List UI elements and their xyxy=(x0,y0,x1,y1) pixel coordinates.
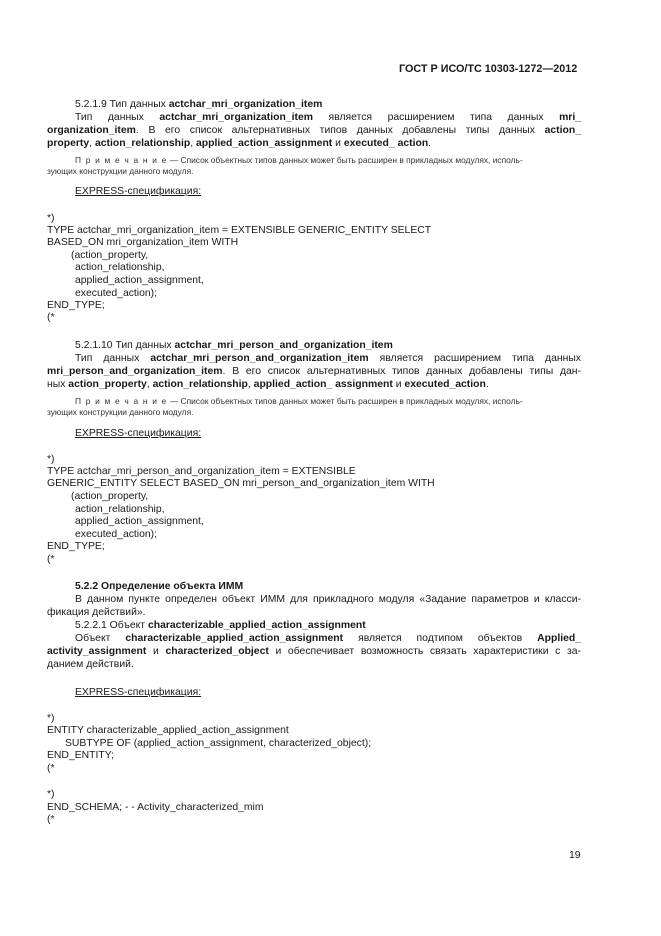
section-5-2-1-10-title xyxy=(75,339,393,352)
note-line xyxy=(47,407,193,418)
code-line: (action_property, xyxy=(71,250,149,261)
paragraph-line xyxy=(75,593,581,606)
section-number: 5.2.2.1 Объект xyxy=(75,620,148,631)
text-run: mri_person_and_organization_item xyxy=(47,366,223,377)
code-line: action_relationship, xyxy=(75,504,165,515)
text-run: characterized_object xyxy=(165,646,269,657)
text-run: и xyxy=(146,646,166,657)
paragraph-line xyxy=(47,645,581,658)
code-line: TYPE actchar_mri_person_and_organization_item = EXTENSIBLE xyxy=(47,466,356,477)
text-run: является расширением типа данных xyxy=(368,353,581,364)
code-line: executed_action); xyxy=(75,288,158,299)
text-run: В данном пункте определен объект ИММ для прикладного модуля «Задание параметров и класси- xyxy=(75,594,581,605)
note-label: П р и м е ч а н и е xyxy=(75,396,168,406)
code-line: applied_action_assignment, xyxy=(75,275,204,286)
paragraph-line xyxy=(75,111,581,124)
section-number: 5.2.1.10 Тип данных xyxy=(75,340,175,351)
text-run: mri_ xyxy=(559,112,582,123)
section-5-2-2-1-title xyxy=(75,619,366,632)
code-line: ENTITY characterizable_applied_action_assignment xyxy=(47,725,289,736)
text-run: . xyxy=(485,379,489,390)
text-run: actchar_mri_person_and_organization_item xyxy=(150,353,369,364)
note-line xyxy=(47,166,193,177)
paragraph-line xyxy=(75,632,581,645)
text-run: фикация действий». xyxy=(47,607,146,618)
paragraph-line xyxy=(47,606,146,619)
code-line: SUBTYPE OF (applied_action_assignment, characterized_object); xyxy=(65,738,372,749)
text-run: , xyxy=(247,379,254,390)
heading-text: 5.2.2 Определение объекта ИММ xyxy=(75,581,244,592)
paragraph-line xyxy=(47,365,581,378)
note-line xyxy=(75,396,523,407)
note-text: — Список объектных типов данных может быть расширен в прикладных модулях, исполь- xyxy=(167,396,523,406)
text-run: applied_action_ assignment xyxy=(253,379,393,390)
code-line: *) xyxy=(47,713,55,724)
express-spec-label: EXPRESS-спецификация: xyxy=(75,186,202,197)
section-type-name: actchar_mri_person_and_organization_item xyxy=(174,340,393,351)
paragraph-line xyxy=(47,378,489,391)
text-run: activity_assignment xyxy=(47,646,147,657)
text-run: organization_item xyxy=(47,125,136,136)
code-line: applied_action_assignment, xyxy=(75,516,204,527)
text-run: , xyxy=(89,138,95,149)
code-line: END_ENTITY; xyxy=(47,750,114,761)
text-run: ных xyxy=(47,379,69,390)
section-5-2-1-9-title xyxy=(75,98,322,111)
code-line: BASED_ON mri_organization_item WITH xyxy=(47,237,239,248)
text-run: является расширением типа данных xyxy=(313,112,560,123)
text-run: и xyxy=(392,379,405,390)
text-run: actchar_mri_organization_item xyxy=(159,112,313,123)
section-type-name: actchar_mri_organization_item xyxy=(168,99,323,110)
note-text: зующих конструкции данного модуля. xyxy=(47,166,194,176)
code-line: *) xyxy=(47,454,55,465)
text-run: , xyxy=(146,379,153,390)
code-line: GENERIC_ENTITY SELECT BASED_ON mri_person_and_organization_item WITH xyxy=(47,478,435,489)
paragraph-line xyxy=(47,137,431,150)
text-run: executed_action xyxy=(404,379,486,390)
paragraph-line xyxy=(47,124,581,137)
note-line xyxy=(75,155,523,166)
code-line: END_TYPE; xyxy=(47,300,105,311)
note-text: зующих конструкции данного модуля. xyxy=(47,407,194,417)
text-run: . xyxy=(428,138,432,149)
code-line: *) xyxy=(47,789,55,800)
text-run: action_relationship xyxy=(94,138,191,149)
text-run: является подтипом объектов xyxy=(343,633,538,644)
section-5-2-2-heading xyxy=(75,580,243,593)
section-number: 5.2.1.9 Тип данных xyxy=(75,99,169,110)
document-header: ГОСТ Р ИСО/ТС 10303-1272—2012 xyxy=(399,63,578,75)
text-run: Объект xyxy=(75,633,126,644)
text-run: action_ xyxy=(544,125,581,136)
text-run: и обеспечивает возможность связать характеристики с за- xyxy=(268,646,581,657)
note-text: — Список объектных типов данных может быть расширен в прикладных модулях, исполь- xyxy=(167,155,523,165)
code-line: *) xyxy=(47,213,55,224)
text-run: Тип данных xyxy=(75,112,160,123)
text-run: action_relationship xyxy=(152,379,248,390)
paragraph-line: данием действий. xyxy=(47,659,134,670)
section-entity-name: characterizable_applied_action_assignment xyxy=(147,620,366,631)
text-run: property xyxy=(47,138,90,149)
text-run: executed_ action xyxy=(343,138,429,149)
text-run: applied_action_assignment xyxy=(196,138,333,149)
text-run: , xyxy=(190,138,196,149)
code-line: END_TYPE; xyxy=(47,541,105,552)
express-spec-label: EXPRESS-спецификация: xyxy=(75,428,202,439)
code-line: executed_action); xyxy=(75,529,158,540)
text-run: characterizable_applied_action_assignment xyxy=(125,633,344,644)
text-run: и xyxy=(332,138,344,149)
text-run: . В его список альтернативных типов данных добавлены типы данных xyxy=(135,125,545,136)
page-number: 19 xyxy=(569,850,581,861)
code-line: (* xyxy=(47,763,55,774)
code-line: (* xyxy=(47,554,55,565)
code-line: (* xyxy=(47,312,55,323)
text-run: . В его список альтернативных типов данных добавлены типы дан- xyxy=(222,366,581,377)
code-line: (* xyxy=(47,814,55,825)
paragraph-line xyxy=(75,352,581,365)
text-run: action_property xyxy=(68,379,147,390)
code-line: END_SCHEMA; - - Activity_characterized_mim xyxy=(47,802,264,813)
note-label: П р и м е ч а н и е xyxy=(75,155,168,165)
text-run: Applied_ xyxy=(537,633,582,644)
express-spec-label: EXPRESS-спецификация: xyxy=(75,687,202,698)
code-line: TYPE actchar_mri_organization_item = EXTENSIBLE GENERIC_ENTITY SELECT xyxy=(47,225,432,236)
text-run: Тип данных xyxy=(75,353,151,364)
code-line: action_relationship, xyxy=(75,262,165,273)
code-line: (action_property, xyxy=(71,491,149,502)
